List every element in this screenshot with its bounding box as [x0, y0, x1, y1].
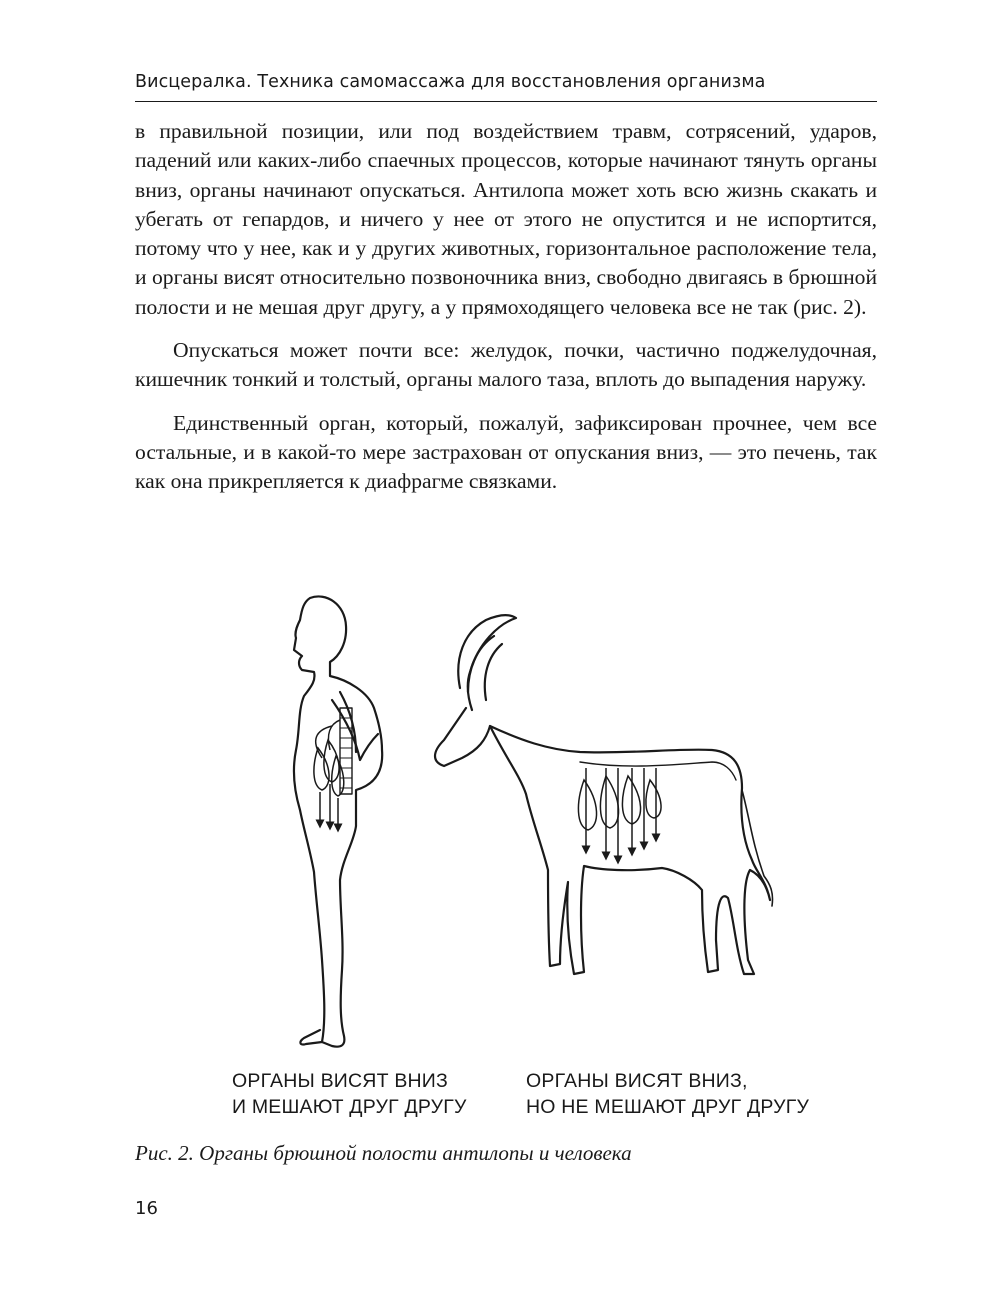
- running-head: Висцералка. Техника самомассажа для восстановления организма: [135, 72, 766, 92]
- human-label: [232, 1068, 467, 1120]
- antelope-organs: [578, 768, 661, 860]
- human-label-line-1: ОРГАНЫ ВИСЯТ ВНИЗ: [232, 1070, 448, 1092]
- antelope-label: [526, 1068, 809, 1120]
- body-text: [135, 117, 877, 511]
- antelope-figure: [435, 615, 773, 974]
- header-rule: [135, 101, 877, 102]
- page-number: 16: [135, 1198, 158, 1219]
- paragraph-2: Опускаться может почти все: желудок, почки, частично поджелудочная, кишечник тонкий и толстый, органы малого таза, вплоть до выпадения наружу.: [135, 338, 877, 392]
- figure-illustration: [0, 580, 1000, 1070]
- figure-caption: Рис. 2. Органы брюшной полости антилопы и человека: [135, 1141, 632, 1165]
- human-label-line-2: И МЕШАЮТ ДРУГ ДРУГУ: [232, 1096, 467, 1118]
- paragraph-1: в правильной позиции, или под воздействием травм, сотрясений, ударов, падений или каких-либо спаечных процессов, которые начинают тянуть органы вниз, органы начинают опускаться. Антилопа может хоть всю жизнь скакать и убегать от гепардов, и ничего у нее от этого не опустится и не испортится, потому что у нее, как и у других животных, горизонтальное расположение тела, и органы висят относительно позвоночника вниз, свободно двигаясь в брюшной полости и не мешая друг другу, а у прямоходящего человека все не так (рис. 2).: [135, 119, 877, 319]
- antelope-label-line-1: ОРГАНЫ ВИСЯТ ВНИЗ,: [526, 1070, 748, 1092]
- figure-2: [0, 580, 1000, 1070]
- antelope-label-line-2: НО НЕ МЕШАЮТ ДРУГ ДРУГУ: [526, 1096, 810, 1118]
- paragraph-3: Единственный орган, который, пожалуй, зафиксирован прочнее, чем все остальные, и в какой-то мере застрахован от опускания вниз, — это печень, так как она прикрепляется к диафрагме связками.: [135, 410, 877, 494]
- human-organs: [314, 720, 344, 828]
